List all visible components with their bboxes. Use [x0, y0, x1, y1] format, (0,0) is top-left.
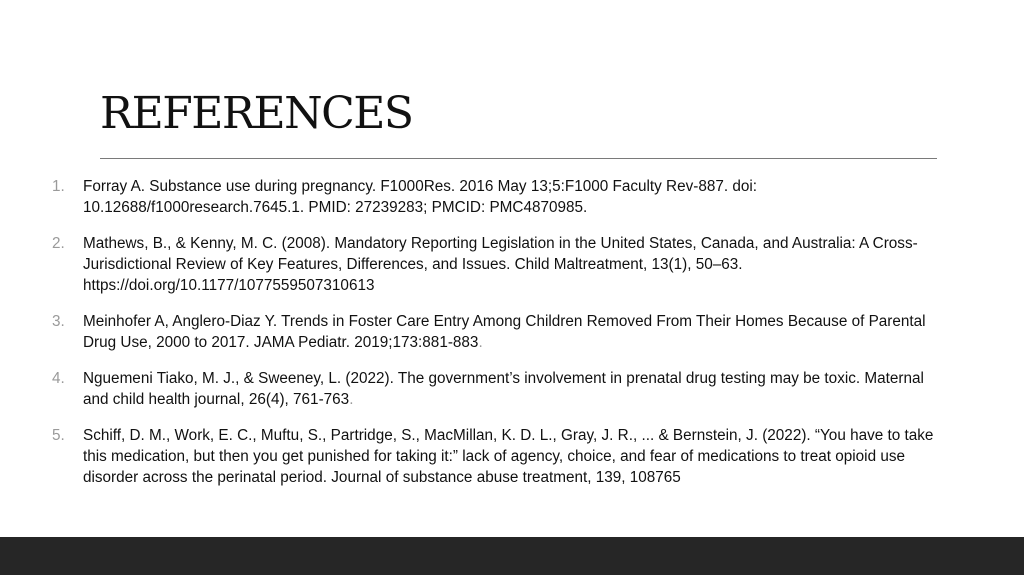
slide-title: REFERENCES — [100, 88, 413, 139]
reference-text: Forray A. Substance use during pregnancy. F1000Res. 2016 May 13;5:F1000 Faculty Rev-887. doi: 10.12688/f1000research.7645.1. PMID: 27239283; PMCID: PMC4870985. — [83, 178, 758, 216]
reference-text: Meinhofer A, Anglero-Diaz Y. Trends in Foster Care Entry Among Children Removed From Their Homes Because of Parental Drug Use, 2000 to 2017. JAMA Pediatr. 2019;173:881-883 — [83, 313, 926, 351]
reference-number: 2. — [52, 235, 65, 252]
reference-item — [52, 176, 947, 218]
reference-number: 3. — [52, 313, 65, 330]
reference-list — [52, 176, 947, 503]
reference-text: Mathews, B., & Kenny, M. C. (2008). Mandatory Reporting Legislation in the United States, Canada, and Australia: A Cross-Jurisdictional Review of Key Features, Differences, and Issues. Child Maltreatment, 13(1), 50–63. https://doi.org/10.1177/1077559507310613 — [83, 235, 918, 294]
reference-item — [52, 425, 947, 488]
reference-text: Schiff, D. M., Work, E. C., Muftu, S., Partridge, S., MacMillan, K. D. L., Gray, J. R., ... & Bernstein, J. (2022). “You have to take this medication, but then you get punished for taking it:” lack of agency, choice, and fear of medications to treat opioid use disorder across the perinatal period. Journal of substance abuse treatment, 139, 108765 — [83, 427, 934, 486]
reference-trailing-mark: . — [478, 334, 483, 351]
reference-item — [52, 311, 947, 353]
reference-item — [52, 368, 947, 410]
reference-number: 4. — [52, 370, 65, 387]
reference-number: 1. — [52, 178, 65, 195]
footer-bar — [0, 537, 1024, 575]
reference-number: 5. — [52, 427, 65, 444]
title-divider — [100, 158, 937, 159]
reference-text: Nguemeni Tiako, M. J., & Sweeney, L. (2022). The government’s involvement in prenatal drug testing may be toxic. Maternal and child health journal, 26(4), 761-763 — [83, 370, 924, 408]
reference-trailing-mark: . — [349, 391, 354, 408]
reference-item — [52, 233, 947, 296]
